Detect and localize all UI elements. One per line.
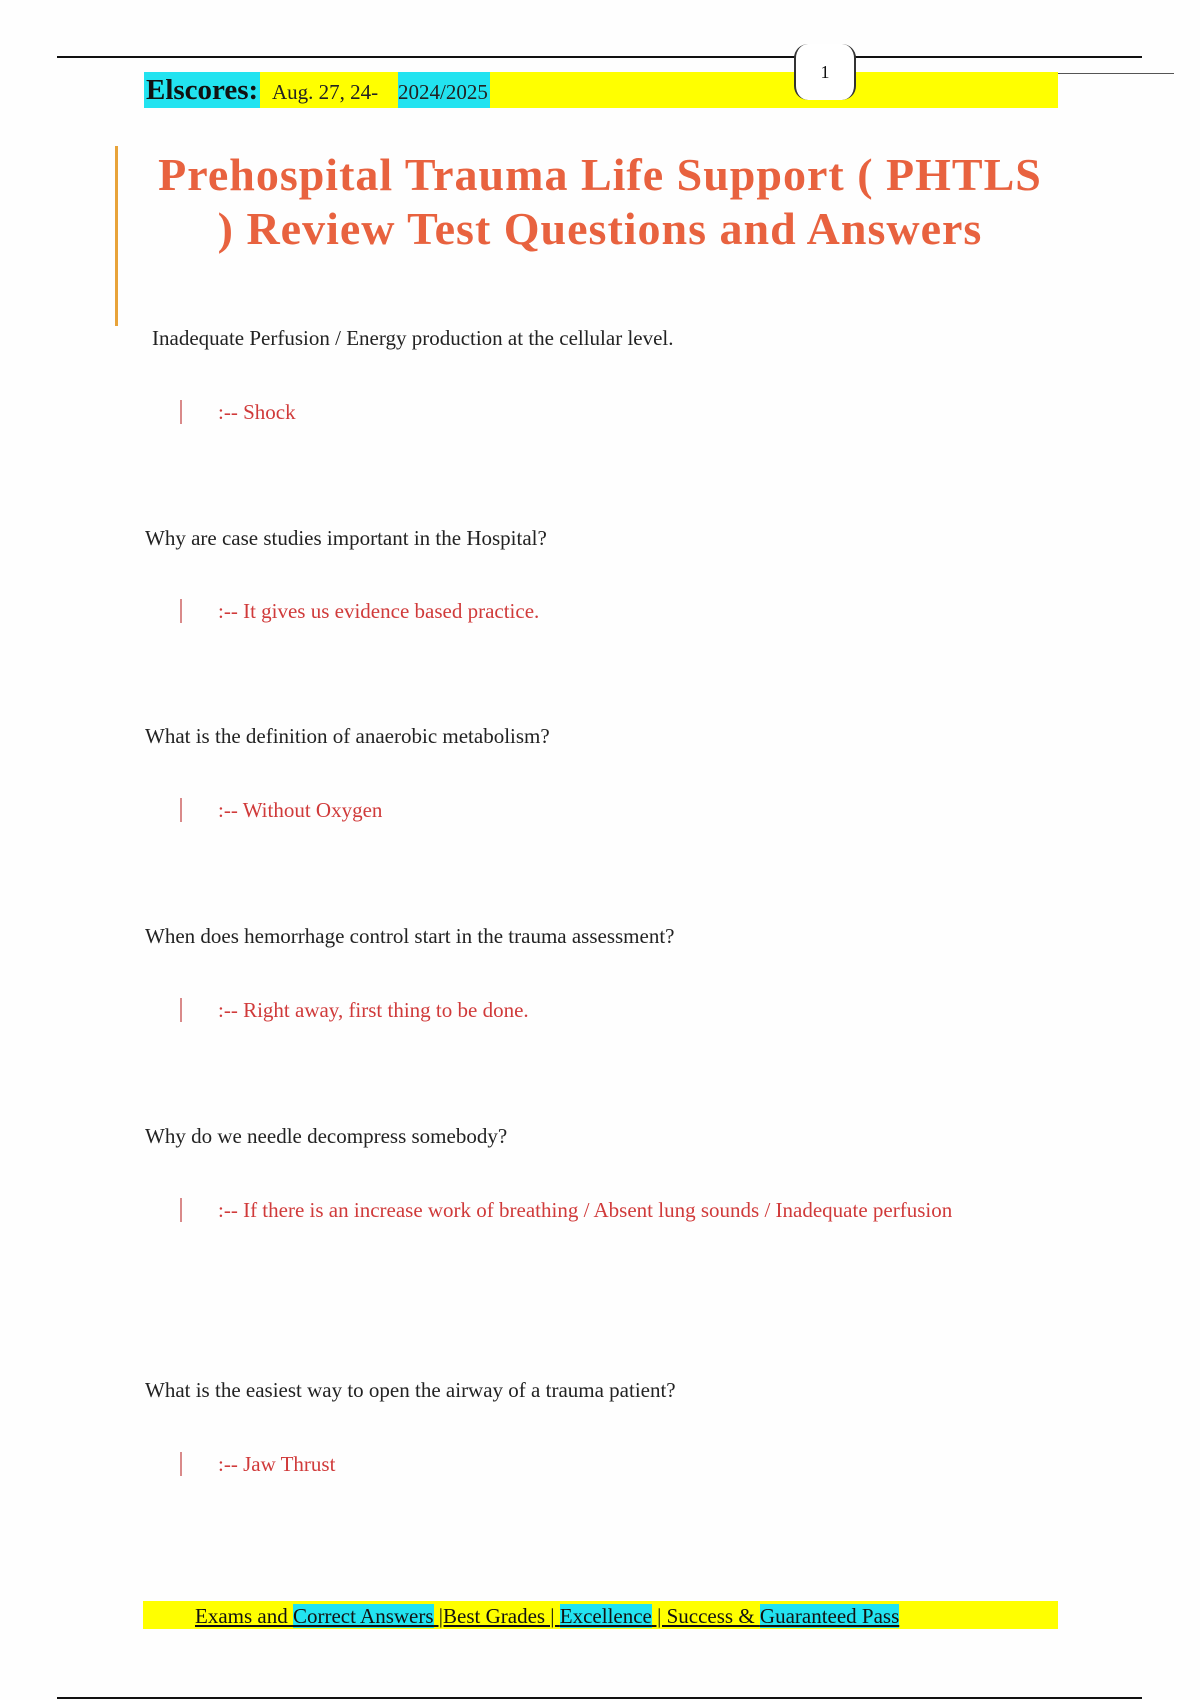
- header-label: Elscores:: [146, 74, 259, 106]
- qa-question-3: What is the definition of anaerobic metabolism?: [145, 724, 550, 748]
- title-accent-bar: [115, 146, 118, 326]
- document-title: Prehospital Trauma Life Support ( PHTLS ) Review Test Questions and Answers: [158, 149, 1042, 254]
- qa-answer-5: [180, 1184, 980, 1236]
- page-number: 1: [820, 61, 830, 82]
- page-number-badge: [794, 44, 856, 100]
- qa-answer-3: [180, 784, 980, 836]
- header-rule: [57, 56, 1142, 58]
- qa-question-2: Why are case studies important in the Hospital?: [145, 526, 547, 550]
- header-date: Aug. 27, 24-: [272, 80, 379, 104]
- answer-marker: [180, 798, 182, 822]
- footer-item-success[interactable]: | Success &: [651, 1604, 760, 1628]
- footer-tagline: [195, 1601, 899, 1629]
- footer-item-correct-answers[interactable]: Correct Answers: [292, 1604, 434, 1628]
- footer-item-guaranteed-pass[interactable]: Guaranteed Pass: [759, 1604, 900, 1628]
- qa-answer-text-2: :-- It gives us evidence based practice.: [218, 599, 540, 623]
- qa-answer-text-6: :-- Jaw Thrust: [218, 1452, 336, 1476]
- answer-marker: [180, 1198, 182, 1222]
- answer-marker: [180, 400, 182, 424]
- qa-answer-text-4: :-- Right away, first thing to be done.: [218, 998, 529, 1022]
- qa-answer-1: [180, 386, 980, 438]
- qa-question-5: Why do we needle decompress somebody?: [145, 1124, 508, 1148]
- footer-item-best-grades[interactable]: |Best Grades |: [433, 1604, 560, 1628]
- qa-answer-6: [180, 1438, 980, 1490]
- qa-answer-text-5: :-- If there is an increase work of breathing / Absent lung sounds / Inadequate perfusion: [218, 1198, 953, 1222]
- answer-marker: [180, 998, 182, 1022]
- footer-item-excellence[interactable]: Excellence: [559, 1604, 652, 1628]
- qa-question-1: Inadequate Perfusion / Energy production at the cellular level.: [152, 326, 674, 350]
- footer-item-exams[interactable]: Exams and: [195, 1604, 293, 1628]
- qa-answer-text-3: :-- Without Oxygen: [218, 798, 383, 822]
- qa-answer-2: [180, 585, 980, 637]
- qa-answer-text-1: :-- Shock: [218, 400, 296, 424]
- qa-answer-4: [180, 984, 980, 1036]
- footer-rule: [57, 1697, 1142, 1699]
- answer-marker: [180, 1452, 182, 1476]
- header-year: 2024/2025: [398, 72, 490, 108]
- qa-question-4: When does hemorrhage control start in the trauma assessment?: [145, 924, 675, 948]
- answer-marker: [180, 599, 182, 623]
- qa-question-6: What is the easiest way to open the airway of a trauma patient?: [145, 1378, 676, 1402]
